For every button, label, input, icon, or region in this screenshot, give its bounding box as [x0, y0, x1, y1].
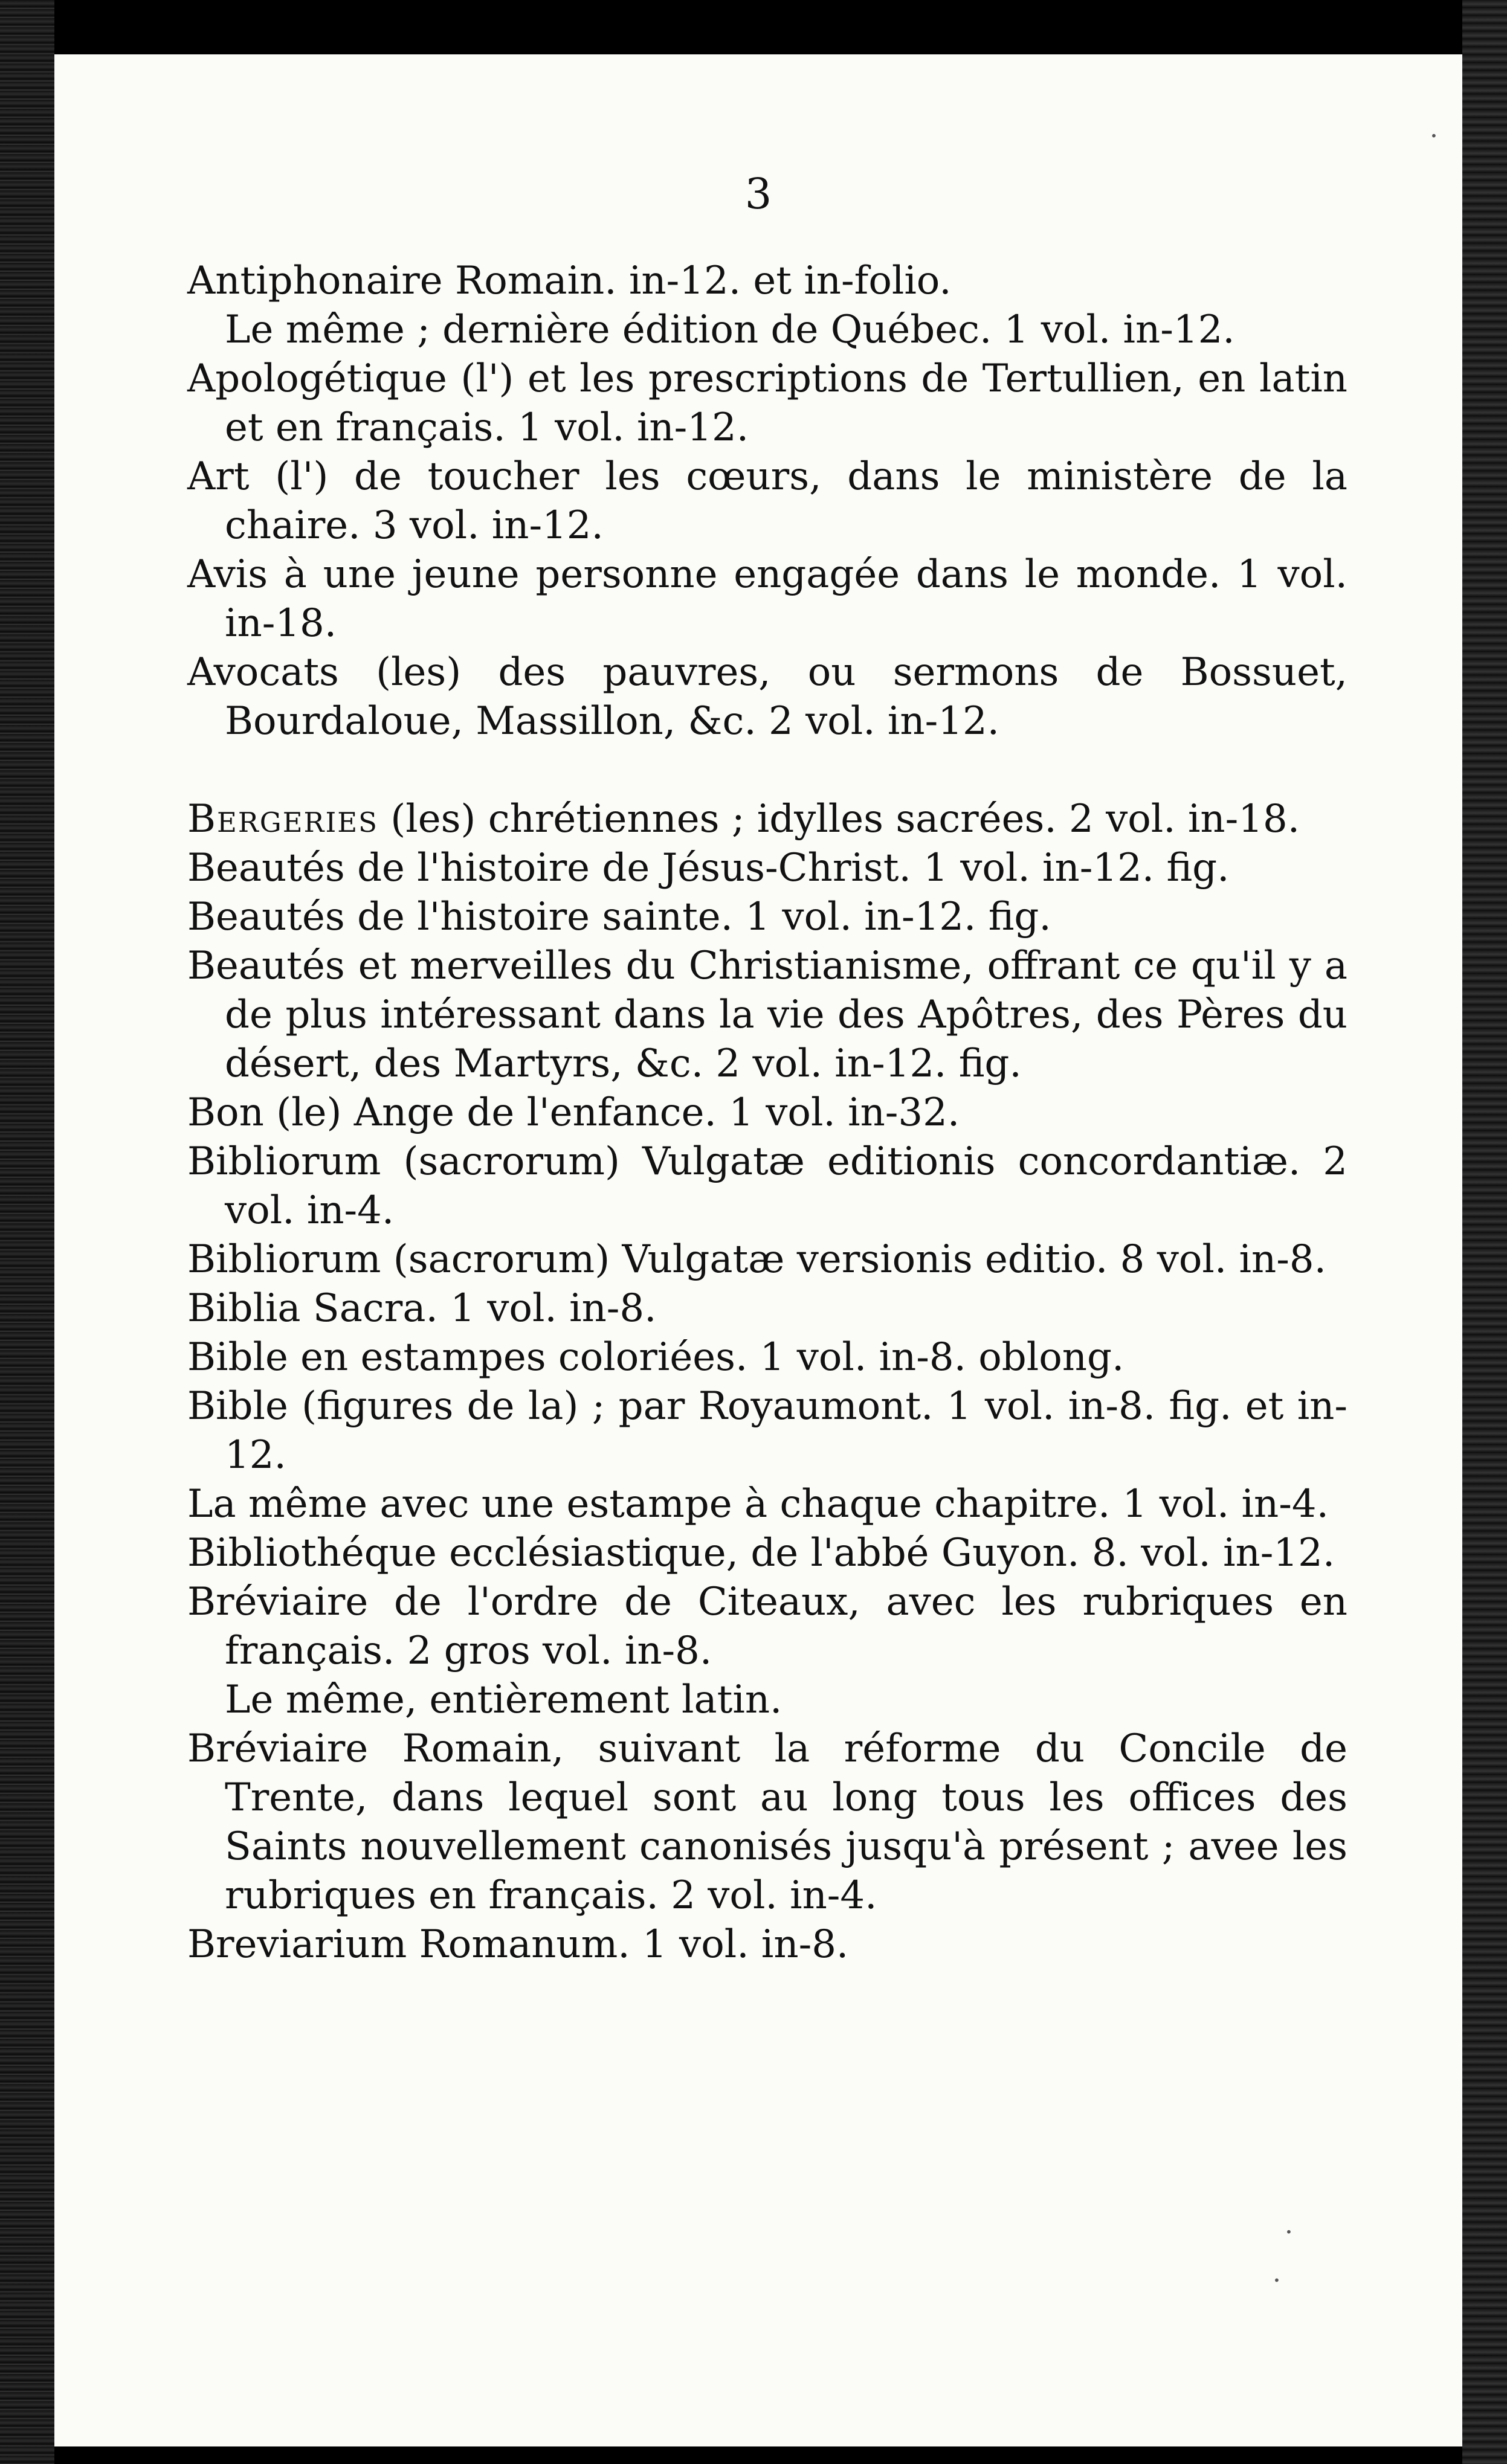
scan-border-top [0, 0, 1507, 54]
scan-border-left [0, 0, 54, 2464]
catalog-entry: Antiphonaire Romain. in-12. et in-folio. [187, 259, 952, 303]
catalog-entry: Beautés de l'histoire de Jésus-Christ. 1 vol. in-12. fig. [187, 846, 1230, 890]
ink-speck: · [1430, 121, 1438, 152]
catalog-entry: Bibliorum (sacrorum) Vulgatæ versionis editio. 8 vol. in-8. [187, 1237, 1326, 1282]
catalog-entry: Bréviaire Romain, suivant la réforme du Concile de Trente, dans lequel sont au long tous les offices des Saints nouvellement canonisés jusqu'à présent ; avee les rubriques en français. 2 vol. in-4. [187, 1726, 1347, 1918]
catalog-entry: La même avec une estampe à chaque chapitre. 1 vol. in-4. [187, 1482, 1329, 1526]
catalog-entry: Beautés et merveilles du Christianisme, offrant ce qu'il y a de plus intéressant dans la vie des Apôtres, des Pères du désert, des Martyrs, &c. 2 vol. in-12. fig. [187, 944, 1347, 1086]
section-lead-word: Bergeries [187, 797, 378, 841]
catalog-entry: Breviarium Romanum. 1 vol. in-8. [187, 1922, 849, 1967]
catalog-entry: Avis à une jeune personne engagée dans le monde. 1 vol. in-18. [187, 552, 1347, 646]
catalog-list [187, 257, 1347, 1969]
catalog-entry: Bréviaire de l'ordre de Citeaux, avec les rubriques en français. 2 gros vol. in-8. [187, 1580, 1347, 1673]
catalog-entry: Le même, entièrement latin. [225, 1678, 783, 1722]
catalog-entry: Apologétique (l') et les prescriptions de Tertullien, en latin et en français. 1 vol. in-12. [187, 356, 1347, 450]
page-number: 3 [744, 169, 772, 219]
catalog-entry: Bibliothéque ecclésiastique, de l'abbé Guyon. 8. vol. in-12. [187, 1531, 1335, 1575]
catalog-entry: Art (l') de toucher les cœurs, dans le ministère de la chaire. 3 vol. in-12. [187, 454, 1347, 548]
scan-border-right [1462, 0, 1507, 2464]
book-page [54, 54, 1462, 2446]
catalog-entry-text: (les) chrétiennes ; idylles sacrées. 2 vol. in-18. [378, 797, 1300, 841]
catalog-entry: Beautés de l'histoire sainte. 1 vol. in-12. fig. [187, 895, 1051, 939]
catalog-entry: Bible en estampes coloriées. 1 vol. in-8. oblong. [187, 1335, 1125, 1380]
catalog-entry: Bibliorum (sacrorum) Vulgatæ editionis concordantiæ. 2 vol. in-4. [187, 1139, 1347, 1233]
catalog-entry: Avocats (les) des pauvres, ou sermons de Bossuet, Bourdaloue, Massillon, &c. 2 vol. in-12. [187, 650, 1347, 744]
ink-speck: · [1285, 2217, 1293, 2248]
catalog-entry [187, 795, 1347, 844]
catalog-entry: Bible (figures de la) ; par Royaumont. 1 vol. in-8. fig. et in-12. [187, 1384, 1347, 1478]
ink-speck: · [1273, 2265, 1281, 2296]
catalog-entry: Le même ; dernière édition de Québec. 1 vol. in-12. [225, 307, 1235, 352]
catalog-entry: Biblia Sacra. 1 vol. in-8. [187, 1286, 657, 1331]
catalog-entry: Bon (le) Ange de l'enfance. 1 vol. in-32. [187, 1090, 960, 1135]
